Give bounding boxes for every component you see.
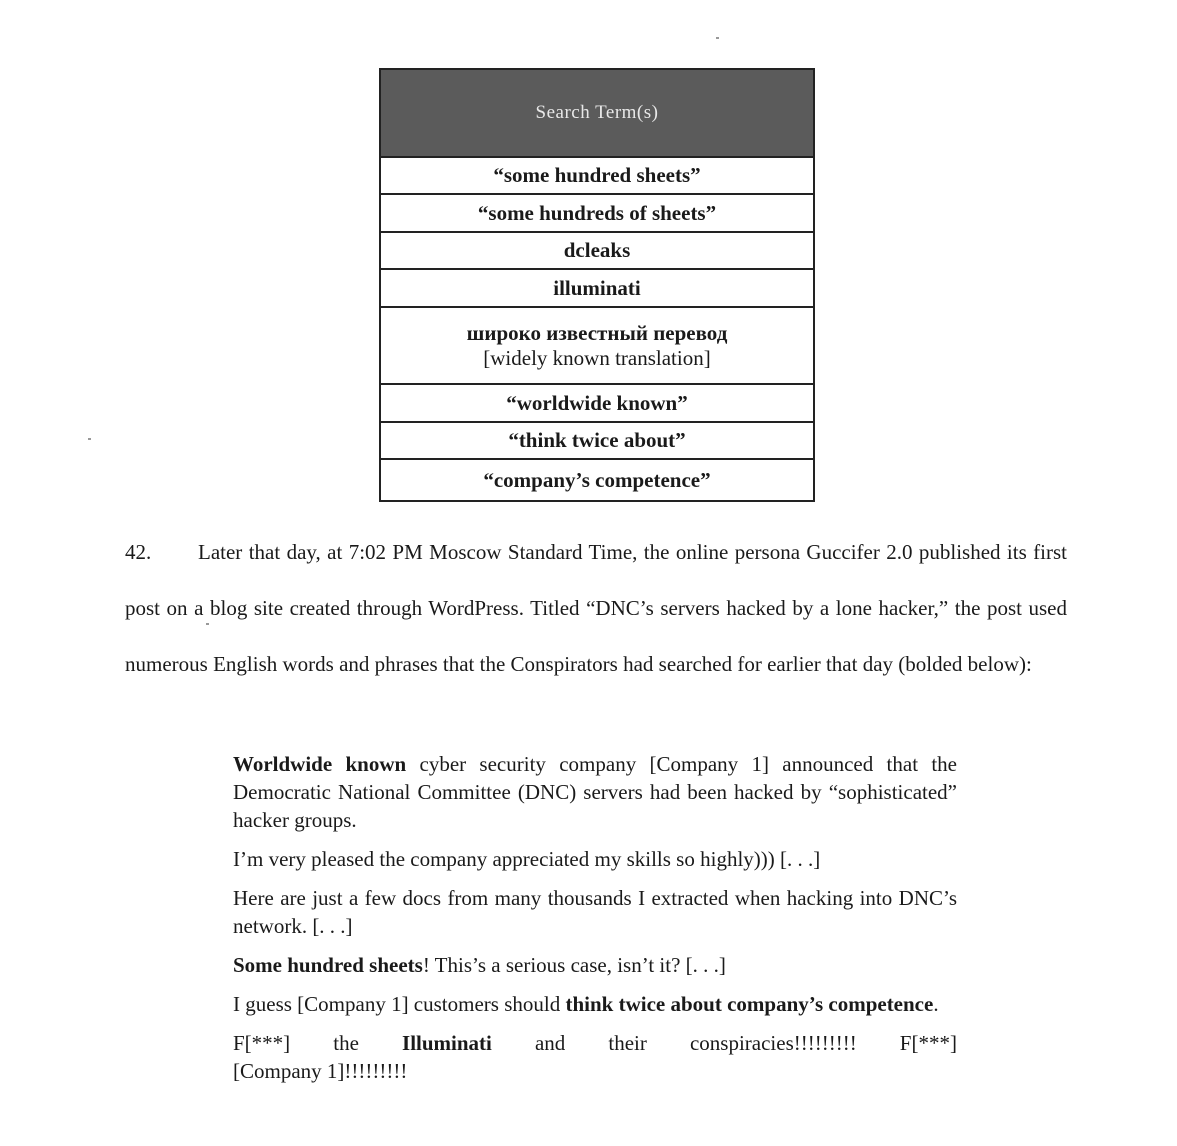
table-header-row [380,69,814,157]
quote-paragraph-2: I’m very pleased the company appreciated my skills so highly))) [. . .] [233,847,821,871]
table-row [380,384,814,422]
quote-text: ! This’s a serious case, isn’t it? [. . .] [422,953,726,977]
search-terms-table [379,68,815,502]
table-cell-russian [380,307,814,384]
paragraph-text: Later that day, at 7:02 PM Moscow Standard Time, the online persona Guccifer 2.0 published its first post on a blog site created through WordPress. Titled “DNC’s servers hacked by a lone hacker,” the post used numerous English words and phrases that the Conspirators had searched for earlier that day (bolded below): [125,540,1067,676]
scan-speck [716,37,719,39]
table-row [380,422,814,459]
table-cell: “company’s competence” [380,459,814,501]
scan-speck [88,438,91,440]
quote-paragraph-3: Here are just a few docs from many thousands I extracted when hacking into DNC’s network. [. . .] [233,886,957,938]
quote-word: their [608,1031,647,1055]
quote-word: F[***] [233,1031,291,1055]
quote-paragraph-5 [233,990,957,1018]
quote-line: [Company 1]!!!!!!!!! [233,1059,408,1083]
quote-paragraph-4 [233,951,957,979]
table-row [380,459,814,501]
quote-bold-term: Worldwide known [233,752,407,776]
table-cell: illuminati [380,269,814,307]
quote-paragraph-6 [233,1029,957,1085]
table-cell: dcleaks [380,232,814,269]
quote-paragraph-1 [233,750,957,834]
paragraph-42 [125,524,1067,692]
table-cell: “think twice about” [380,422,814,459]
table-row [380,307,814,384]
quote-text: I guess [Company 1] customers should [233,992,566,1016]
quote-bold-term: Some hundred sheets [233,953,423,977]
table-row [380,269,814,307]
table-cell: “worldwide known” [380,384,814,422]
quote-word: and [534,1031,566,1055]
quote-word: conspiracies!!!!!!!!! [689,1031,857,1055]
quote-bold-term: think twice about company’s competence [565,992,934,1016]
table-row [380,194,814,232]
russian-term: широко известный перевод [466,320,728,345]
table-cell: “some hundred sheets” [380,157,814,194]
quote-text: cyber security company [Company 1] announced that the Democratic National Committee (DNC) servers had been hacked by “sophisticated” hacker groups. [233,752,957,832]
quote-line-spread [233,1029,957,1057]
table-row [380,157,814,194]
term-translation: [widely known translation] [483,345,711,370]
quote-word: F[***] [899,1031,957,1055]
quote-bold-term: Illuminati [402,1031,492,1055]
table-row [380,232,814,269]
block-quote [233,750,957,1085]
quote-word: the [333,1031,359,1055]
quote-text: . [933,992,939,1016]
table-header: Search Term(s) [380,69,814,157]
table-cell: “some hundreds of sheets” [380,194,814,232]
paragraph-number: 42. [125,540,152,564]
